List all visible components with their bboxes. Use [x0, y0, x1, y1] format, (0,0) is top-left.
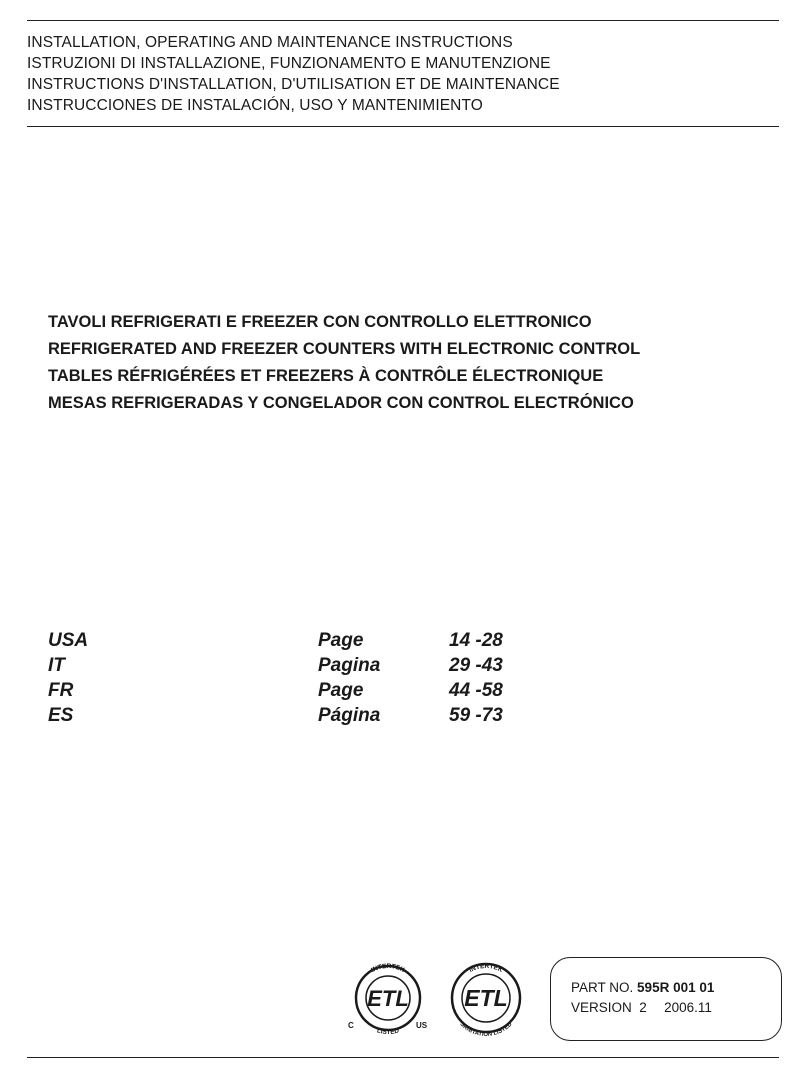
svg-text:SANITATION LISTED	[458, 1021, 514, 1038]
part-number-line	[571, 978, 781, 998]
index-page-word: Page	[318, 680, 364, 701]
logo-left-us-mark: US	[416, 1021, 428, 1030]
index-lang: ES	[48, 705, 74, 726]
header-line-en: INSTALLATION, OPERATING AND MAINTENANCE INSTRUCTIONS	[27, 34, 513, 51]
etl-listed-logo	[348, 963, 428, 1036]
index-page-range: 29 -43	[449, 655, 503, 676]
etl-sanitation-logo	[452, 963, 520, 1038]
part-number-box	[550, 957, 782, 1041]
svg-text:INTERTEK	[468, 963, 504, 974]
header-line-it: ISTRUZIONI DI INSTALLAZIONE, FUNZIONAMENTO E MANUTENZIONE	[27, 55, 551, 72]
logo-left-top-text: INTERTEK	[370, 962, 406, 975]
index-page-word: Pagina	[318, 655, 381, 676]
part-number: 595R 001 01	[637, 980, 715, 995]
instructions-header	[27, 32, 560, 116]
logo-right-top-text: INTERTEK	[468, 962, 504, 975]
certification-logos	[340, 958, 530, 1038]
header-bottom-rule	[27, 126, 779, 127]
version-line	[571, 998, 781, 1018]
title-it: TAVOLI REFRIGERATI E FREEZER CON CONTROLLO ELETTRONICO	[48, 313, 592, 331]
logo-right-bottom-text: SANITATION LISTED	[458, 1021, 514, 1038]
top-rule	[27, 20, 779, 21]
index-page-range: 59 -73	[449, 705, 503, 726]
svg-text:INTERTEK	[370, 963, 406, 974]
version-label: VERSION 2	[571, 1000, 647, 1015]
header-line-fr: INSTRUCTIONS D'INSTALLATION, D'UTILISATION ET DE MAINTENANCE	[27, 76, 560, 93]
bottom-rule	[27, 1057, 779, 1058]
logo-left-center: ETL	[367, 986, 409, 1011]
index-page-range: 44 -58	[449, 680, 503, 701]
index-page-word: Page	[318, 630, 364, 651]
index-lang: FR	[48, 680, 74, 701]
product-titles	[48, 309, 640, 417]
logo-left-c-mark: C	[348, 1021, 354, 1030]
logo-left-bottom-text: LISTED	[376, 1027, 400, 1037]
version-date: 2006.11	[664, 1000, 712, 1015]
index-lang: IT	[48, 655, 65, 676]
logo-right-center: ETL	[464, 985, 508, 1011]
part-label: PART NO.	[571, 980, 634, 995]
index-lang: USA	[48, 630, 89, 651]
index-page-range: 14 -28	[449, 630, 503, 651]
title-en: REFRIGERATED AND FREEZER COUNTERS WITH ELECTRONIC CONTROL	[48, 340, 641, 358]
header-line-es: INSTRUCCIONES DE INSTALACIÓN, USO Y MANTENIMIENTO	[27, 97, 483, 114]
title-es: MESAS REFRIGERADAS Y CONGELADOR CON CONTROL ELECTRÓNICO	[48, 394, 634, 412]
svg-text:LISTED	[376, 1027, 400, 1036]
index-page-word: Página	[318, 705, 381, 726]
title-fr: TABLES RÉFRIGÉRÉES ET FREEZERS À CONTRÔLE ÉLECTRONIQUE	[48, 367, 604, 385]
